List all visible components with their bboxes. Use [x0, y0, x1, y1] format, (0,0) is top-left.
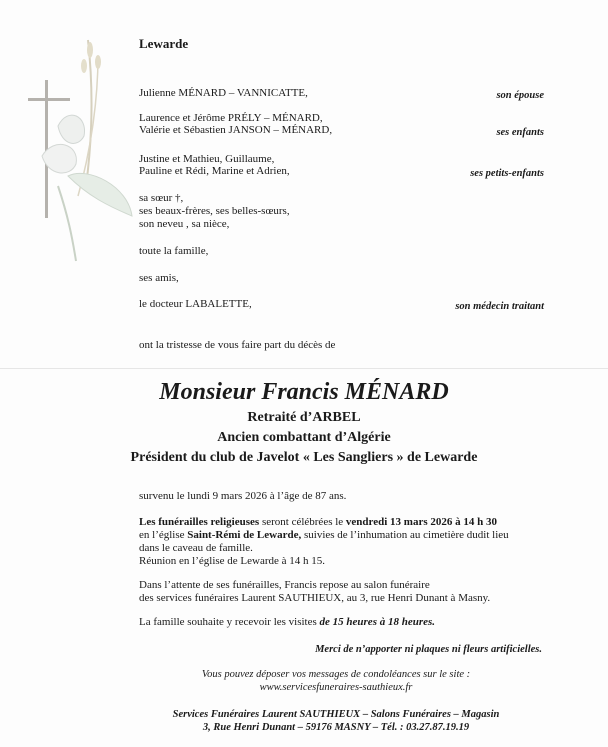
condolences-text: Vous pouvez déposer vos messages de condoléances sur le site :	[201, 669, 471, 680]
divider	[0, 368, 608, 369]
family-line: son neveu , sa nièce,	[139, 218, 230, 230]
funeral-date: vendredi 13 mars 2026 à 14 h 30	[345, 516, 497, 528]
relation-label: ses petits-enfants	[470, 168, 544, 179]
funeral-line: Réunion en l’église de Lewarde à 14 h 15.	[139, 555, 326, 567]
family-line: Justine et Mathieu, Guillaume,	[139, 153, 275, 165]
footer-line: 3, Rue Henri Dunant – 59176 MASNY – Tél. : 03.27.87.19.19	[202, 722, 470, 733]
condolences-url[interactable]: www.servicesfuneraires-sauthieux.fr	[259, 682, 413, 693]
visits-text: La famille souhaite y recevoir les visites	[139, 616, 320, 628]
footer-line: Services Funéraires Laurent SAUTHIEUX – Salons Funéraires – Magasin	[172, 709, 500, 720]
family-line: sa sœur †,	[139, 192, 184, 204]
deceased-title: Président du club de Javelot « Les Sangliers » de Lewarde	[130, 450, 478, 465]
family-line: toute la famille,	[139, 245, 209, 257]
funeral-line	[139, 529, 509, 542]
rest-line: des services funéraires Laurent SAUTHIEUX, au 3, rue Henri Dunant à Masny.	[139, 592, 491, 604]
funeral-text: en l’église	[139, 529, 188, 541]
family-line: Valérie et Sébastien JANSON – MÉNARD,	[139, 124, 333, 136]
funeral-text: suivies de l’inhumation au cimetière dudit lieu	[301, 529, 509, 541]
relation-label: son médecin traitant	[455, 301, 544, 312]
relation-label: son épouse	[496, 90, 544, 101]
family-line: Laurence et Jérôme PRÉLY – MÉNARD,	[139, 112, 323, 124]
town-heading: Lewarde	[139, 36, 189, 51]
funeral-text: seront célébrées le	[259, 516, 346, 528]
funeral-label: Les funérailles religieuses	[139, 516, 260, 528]
deceased-name: Monsieur Francis MÉNARD	[159, 379, 449, 405]
funeral-line	[139, 516, 497, 529]
family-line: le docteur LABALETTE,	[139, 298, 252, 310]
deceased-title: Retraité d’ARBEL	[247, 410, 361, 425]
cross-lily-icon	[28, 36, 138, 266]
church-name: Saint-Rémi de Lewarde,	[187, 529, 302, 541]
family-line: ses beaux-frères, ses belles-sœurs,	[139, 205, 290, 217]
relation-label: ses enfants	[496, 127, 544, 138]
announce-text: ont la tristesse de vous faire part du décès de	[139, 339, 336, 351]
visits-line	[139, 616, 435, 629]
family-line: ses amis,	[139, 272, 179, 284]
family-line: Julienne MÉNARD – VANNICATTE,	[139, 87, 308, 99]
rest-line: Dans l’attente de ses funérailles, Francis repose au salon funéraire	[139, 579, 430, 591]
death-notice: survenu le lundi 9 mars 2026 à l’âge de 87 ans.	[139, 490, 347, 502]
deceased-title: Ancien combattant d’Algérie	[217, 430, 391, 445]
family-line: Pauline et Rédi, Marine et Adrien,	[139, 165, 290, 177]
no-flowers-note: Merci de n’apporter ni plaques ni fleurs artificielles.	[315, 644, 542, 655]
visits-hours: de 15 heures à 18 heures.	[319, 616, 436, 628]
funeral-line: dans le caveau de famille.	[139, 542, 253, 554]
